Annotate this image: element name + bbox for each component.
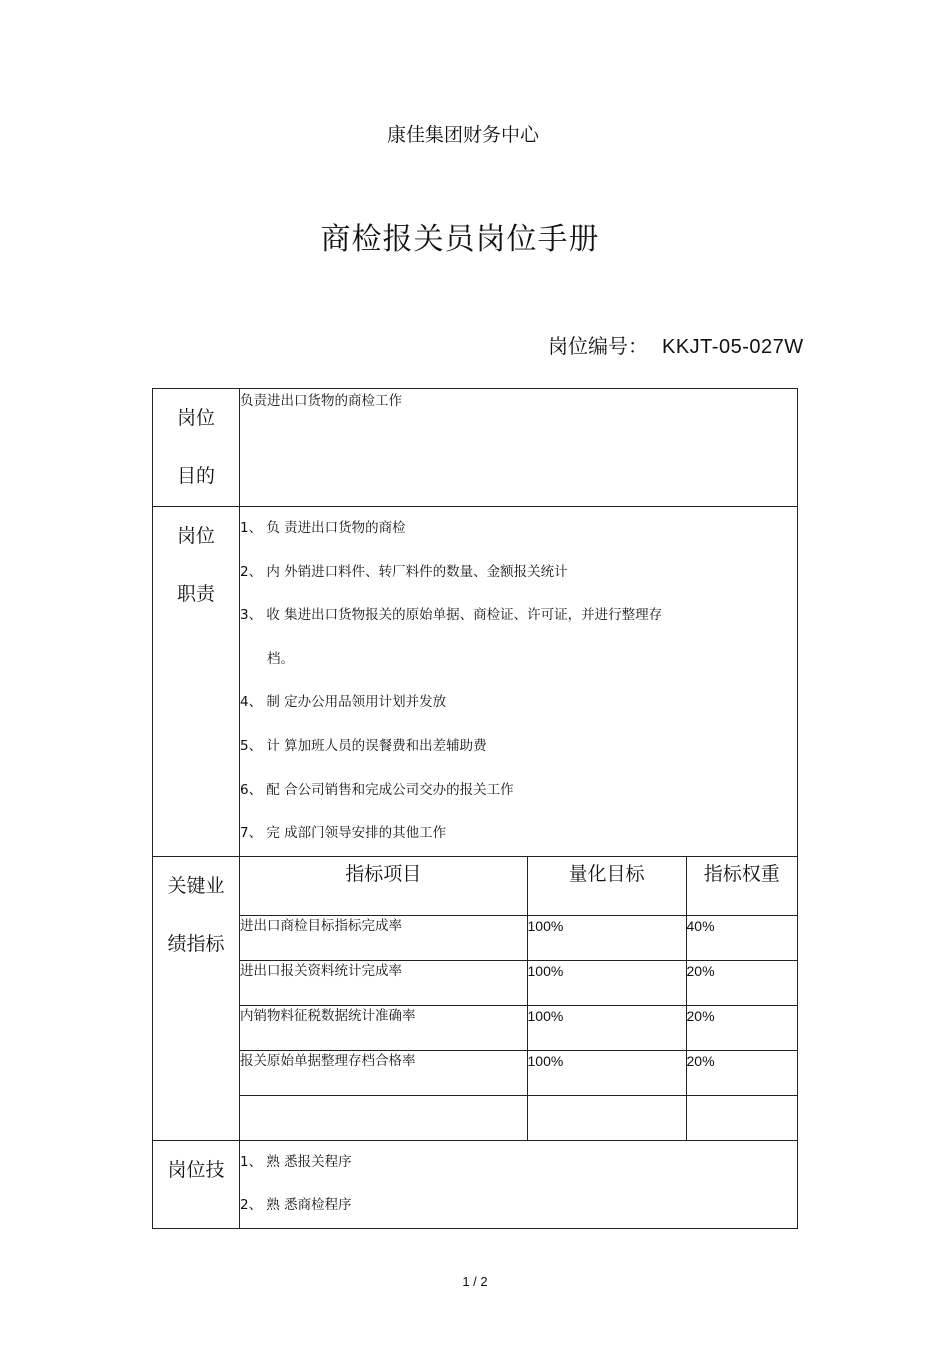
purpose-row — [153, 389, 798, 507]
position-code: KKJT-05-027W — [662, 336, 804, 358]
kpi-item: 报关原始单据整理存档合格率 — [240, 1050, 527, 1095]
list-item: 7、 完 成部门领导安排的其他工作 — [240, 825, 447, 842]
skills-label: 岗位技 — [153, 1140, 240, 1228]
kpi-cell — [240, 856, 798, 1140]
kpi-weight: 20% — [686, 1005, 797, 1050]
table-row — [240, 1050, 797, 1095]
kpi-item: 进出口报关资料统计完成率 — [240, 960, 527, 1005]
list-item: 1、 熟 悉报关程序 — [240, 1153, 352, 1170]
duties-label — [153, 507, 240, 857]
duties-row — [153, 507, 798, 857]
skills-row — [153, 1140, 798, 1228]
position-code-line — [548, 330, 804, 359]
duties-label-line2: 职责 — [176, 583, 215, 605]
purpose-label-line1: 岗位 — [176, 407, 215, 429]
organization-name: 康佳集团财务中心 — [386, 124, 539, 146]
list-item: 2、 内 外销进口料件、转厂料件的数量、金额报关统计 — [240, 563, 568, 580]
list-item: 1、 负 责进出口货物的商检 — [240, 520, 406, 536]
kpi-target: 100% — [527, 915, 686, 960]
kpi-target: 100% — [527, 960, 686, 1005]
table-row — [240, 960, 797, 1005]
kpi-weight — [686, 1095, 797, 1140]
kpi-row — [153, 856, 798, 1140]
kpi-item: 进出口商检目标指标完成率 — [240, 915, 527, 960]
kpi-header-row — [240, 857, 797, 916]
kpi-weight: 20% — [686, 1050, 797, 1095]
list-item: 5、 计 算加班人员的误餐费和出差辅助费 — [240, 737, 487, 754]
kpi-header-item: 指标项目 — [240, 857, 527, 916]
list-item: 4、 制 定办公用品领用计划并发放 — [240, 694, 447, 711]
kpi-item: 内销物料征税数据统计准确率 — [240, 1005, 527, 1050]
kpi-target: 100% — [527, 1050, 686, 1095]
skills-list — [240, 1140, 798, 1228]
list-item: 3、 收 集进出口货物报关的原始单据、商检证、许可证，并进行整理存 — [240, 607, 663, 624]
purpose-text: 负责进出口货物的商检工作 — [240, 389, 798, 507]
position-manual-table — [152, 388, 798, 1229]
table-row — [240, 1005, 797, 1050]
page-number: 1 / 2 — [462, 1274, 488, 1289]
document-title: 商检报关员岗位手册 — [320, 222, 600, 257]
kpi-target — [527, 1095, 686, 1140]
list-item: 2、 熟 悉商检程序 — [240, 1197, 352, 1214]
kpi-table — [240, 857, 797, 1140]
kpi-weight: 20% — [686, 960, 797, 1005]
position-code-label: 岗位编号： — [548, 334, 648, 358]
table-row-empty — [240, 1095, 797, 1140]
duties-label-line1: 岗位 — [176, 525, 215, 547]
list-item: 6、 配 合公司销售和完成公司交办的报关工作 — [240, 781, 514, 798]
list-item-continuation: 档。 — [267, 650, 294, 667]
kpi-label-line1: 关键业 — [167, 874, 225, 897]
purpose-label-line2: 目的 — [176, 465, 215, 487]
kpi-label — [153, 856, 240, 1140]
kpi-item — [240, 1095, 527, 1140]
kpi-header-weight: 指标权重 — [686, 857, 797, 916]
kpi-weight: 40% — [686, 915, 797, 960]
duties-list — [240, 507, 798, 857]
kpi-header-target: 量化目标 — [527, 857, 686, 916]
kpi-target: 100% — [527, 1005, 686, 1050]
purpose-label — [153, 389, 240, 507]
table-row — [240, 915, 797, 960]
kpi-label-line2: 绩指标 — [167, 932, 225, 955]
